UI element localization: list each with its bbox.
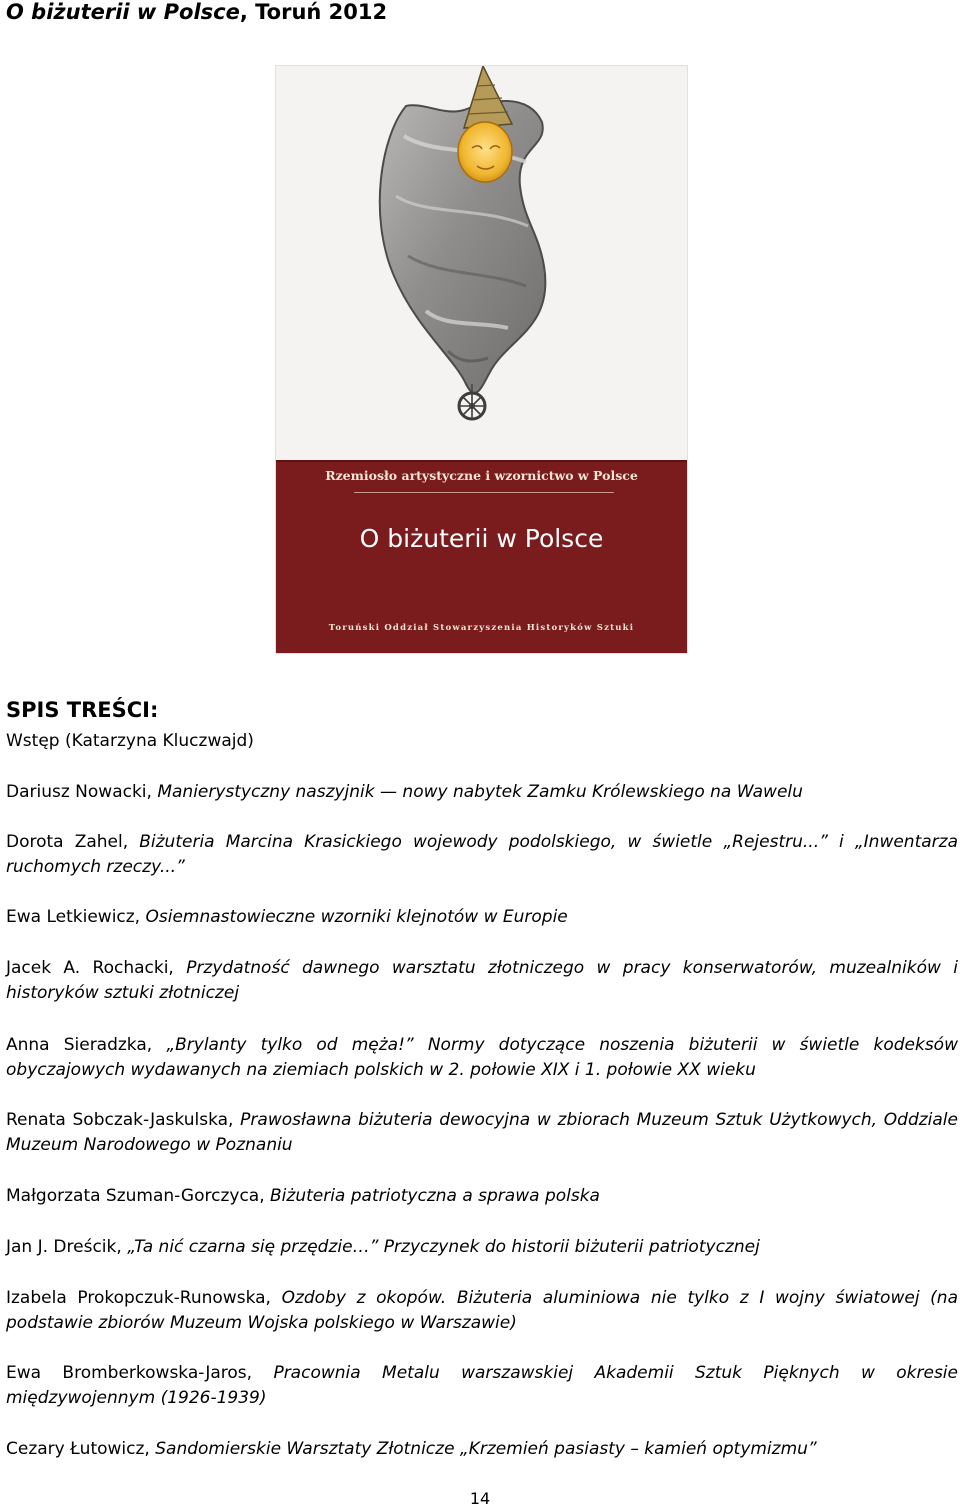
toc-title: Pracownia Metalu warszawskiej Akademii Sztuk Pięknych w okresie międzywojennym (1926-1939) [6, 1363, 958, 1408]
brooch-hat [464, 66, 512, 128]
toc-title: Prawosławna biżuteria dewocyjna w zbiorach Muzeum Sztuk Użytkowych, Oddziale Muzeum Narodowego w Poznaniu [6, 1110, 958, 1155]
brooch-amber-face [458, 122, 512, 182]
toc-title: Przydatność dawnego warsztatu złotniczego w pracy konserwatorów, muzealników i historyków sztuki złotniczej [6, 958, 958, 1003]
toc-heading: SPIS TREŚCI: [6, 698, 159, 722]
toc-entry [6, 1235, 958, 1260]
toc-author: Jacek A. Rochacki, [6, 958, 187, 978]
toc-title: Manierystyczny naszyjnik — nowy nabytek Zamku Królewskiego na Wawelu [157, 782, 803, 802]
toc-entry [6, 1033, 958, 1083]
toc-entry [6, 1437, 958, 1462]
header-book-title: O biżuterii w Polsce [6, 0, 240, 24]
toc-title: Osiemnastowieczne wzorniki klejnotów w Europie [145, 907, 568, 927]
page-number: 14 [469, 1489, 491, 1508]
toc-author: Wstęp (Katarzyna Kluczwajd) [6, 731, 254, 751]
toc-author: Anna Sieradzka, [6, 1035, 167, 1055]
toc-author: Jan J. Dreścik, [6, 1237, 128, 1257]
toc-author: Cezary Łutowicz, [6, 1439, 156, 1459]
toc-author: Ewa Letkiewicz, [6, 907, 146, 927]
toc-entry-introduction [6, 729, 958, 754]
toc-entry [6, 830, 958, 880]
toc-entry [6, 1361, 958, 1411]
toc-author: Ewa Bromberkowska-Jaros, [6, 1363, 274, 1383]
header-place-year: , Toruń 2012 [239, 0, 388, 24]
toc-author: Dorota Zahel, [6, 832, 140, 852]
toc-author: Renata Sobczak-Jaskulska, [6, 1110, 241, 1130]
toc-author: Dariusz Nowacki, [6, 782, 158, 802]
toc-author: Małgorzata Szuman-Gorczyca, [6, 1186, 271, 1206]
cover-band-edge [276, 460, 687, 462]
toc-title: Sandomierskie Warsztaty Złotnicze „Krzemień pasiasty – kamień optymizmu” [155, 1439, 817, 1459]
document-header [6, 0, 387, 24]
book-cover [276, 66, 687, 653]
brooch-wheel-pendant [459, 393, 485, 419]
toc-title: Ozdoby z okopów. Biżuteria aluminiowa nie tylko z I wojny światowej (na podstawie zbiorów Muzeum Wojska polskiego w Warszawie) [6, 1288, 958, 1333]
toc-title: Biżuteria Marcina Krasickiego wojewody podolskiego, w świetle „Rejestru...” i „Inwentarza ruchomych rzeczy...” [6, 832, 958, 877]
toc-entry [6, 1108, 958, 1158]
cover-publisher: Toruński Oddział Stowarzyszenia Historyków Sztuki [328, 623, 635, 633]
toc-title: „Ta nić czarna się przędzie…” Przyczynek do historii biżuterii patriotycznej [127, 1237, 760, 1257]
toc-entry [6, 1184, 958, 1209]
cover-series-title: Rzemiosło artystyczne i wzornictwo w Polsce [325, 468, 638, 483]
toc-entry [6, 1286, 958, 1336]
cover-book-title: O biżuterii w Polsce [359, 524, 604, 553]
toc-author: Izabela Prokopczuk-Runowska, [6, 1288, 282, 1308]
brooch-illustration [276, 66, 687, 460]
toc-entry [6, 905, 958, 930]
toc-entry [6, 956, 958, 1006]
toc-entry [6, 780, 958, 805]
toc-title: Biżuteria patriotyczna a sprawa polska [270, 1186, 600, 1206]
toc-title: „Brylanty tylko od męża!” Normy dotyczące noszenia biżuterii w świetle kodeksów obyczajowych wydawanych na ziemiach polskich w 2. połowie XIX i 1. połowie XX wieku [6, 1035, 958, 1080]
cover-divider [354, 492, 614, 493]
